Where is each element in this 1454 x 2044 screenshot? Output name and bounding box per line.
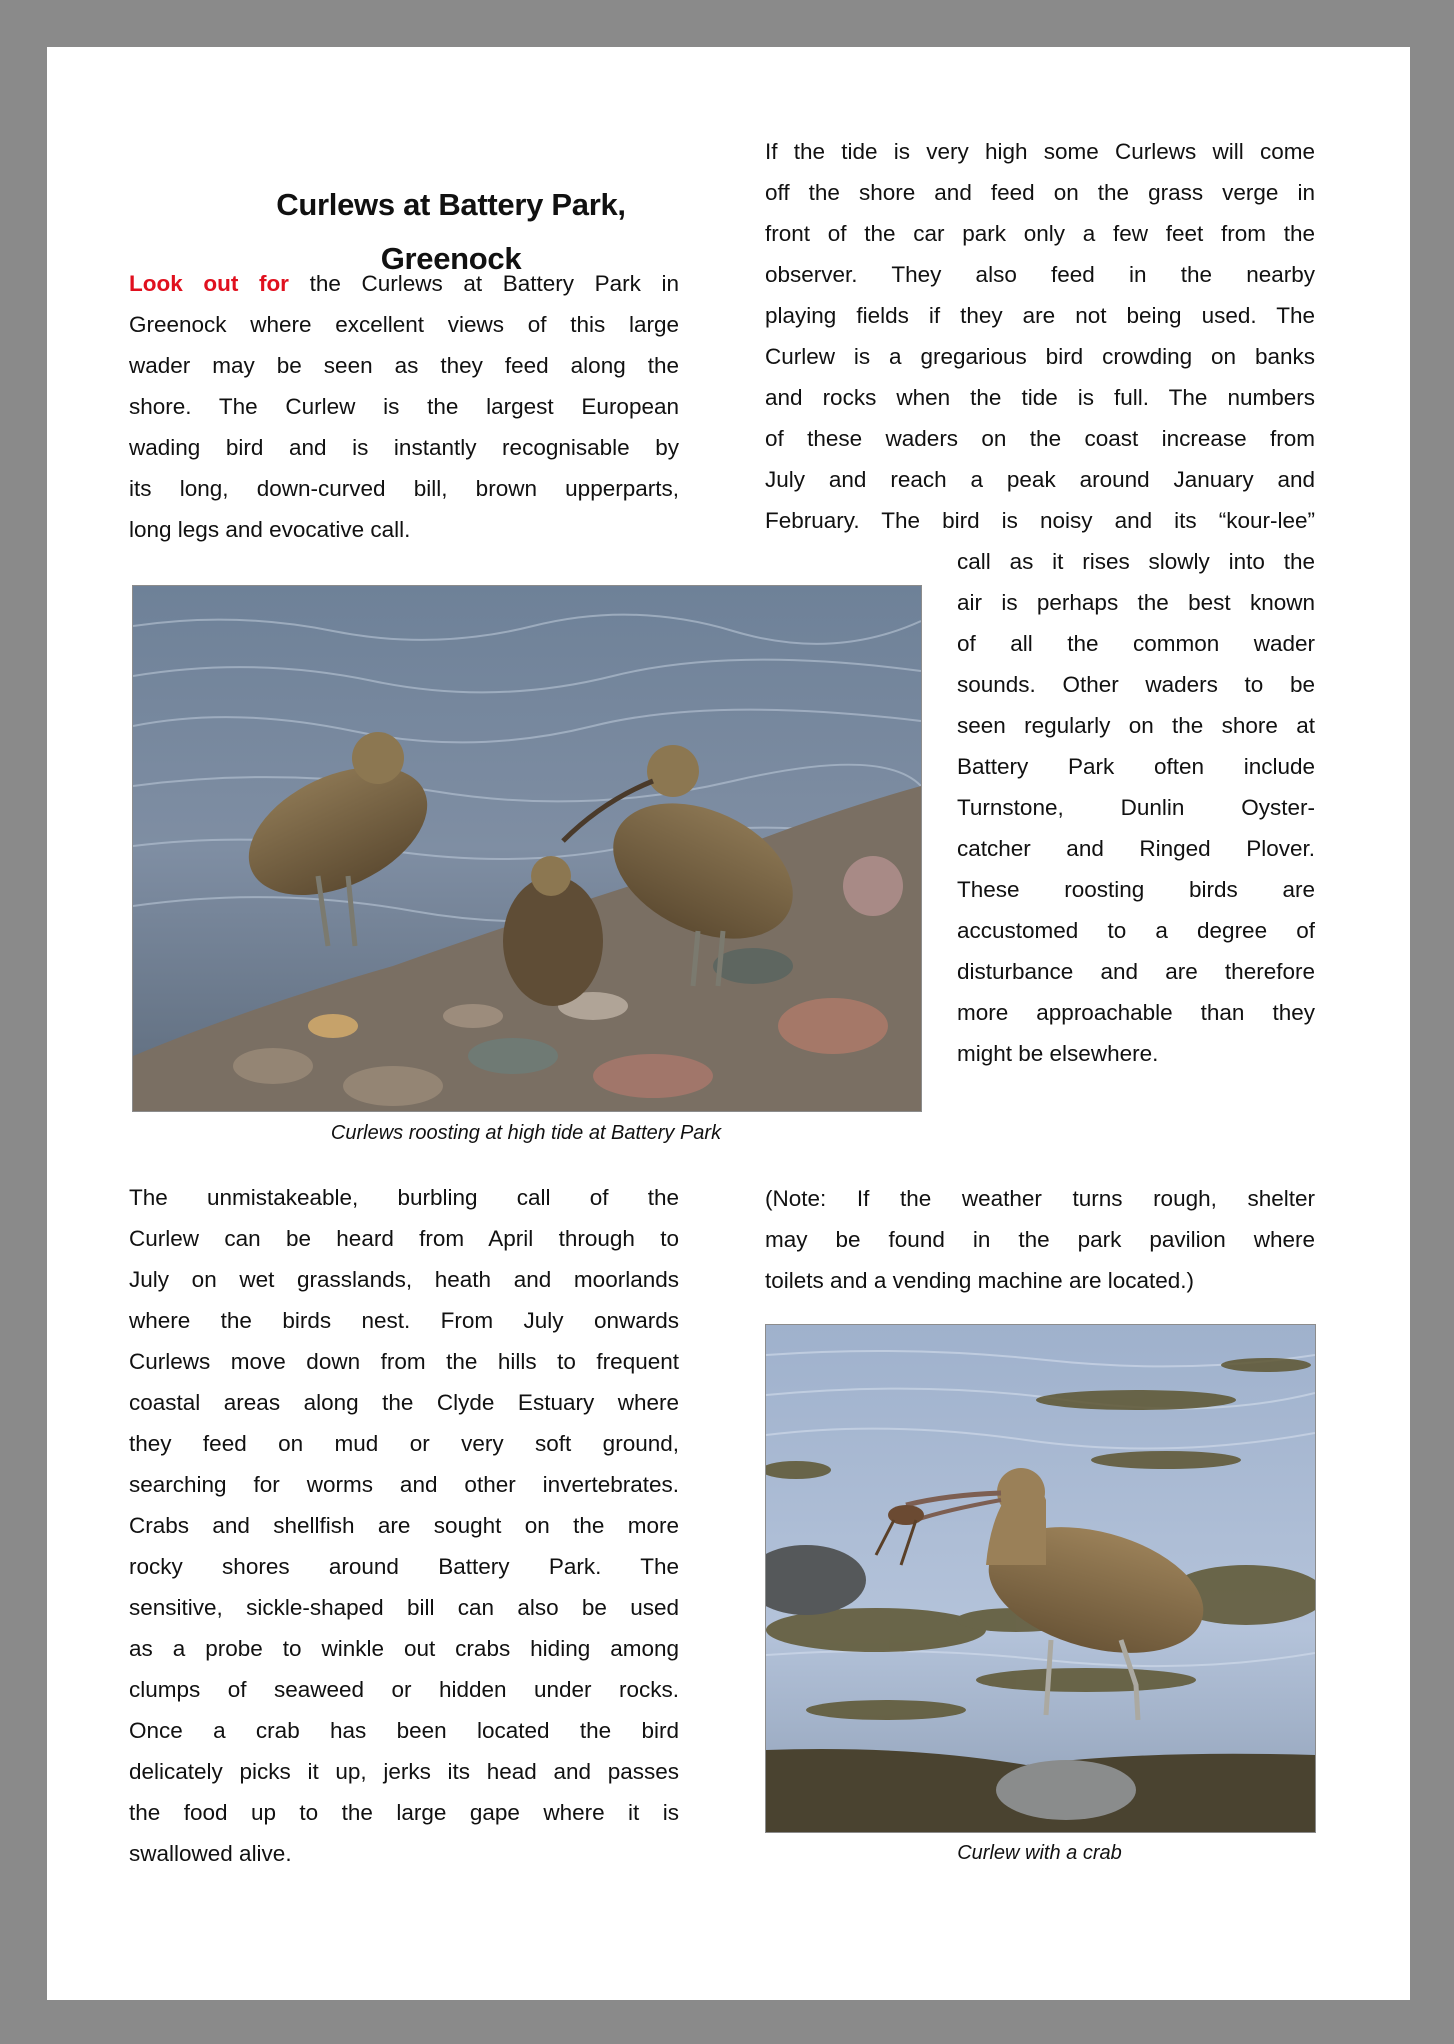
text-line: July and reach a peak around January and <box>765 467 1315 492</box>
text-line: off the shore and feed on the grass verge in <box>765 180 1315 205</box>
tide-paragraph <box>765 131 1315 541</box>
text-line: sensitive, sickle-shaped bill can also be used <box>129 1595 679 1620</box>
text-line: shore. The Curlew is the largest European <box>129 394 679 419</box>
text-line: February. The bird is noisy and its “kour-lee” <box>765 508 1315 533</box>
text-line: Curlews move down from the hills to frequent <box>129 1349 679 1374</box>
text-line: (Note: If the weather turns rough, shelter <box>765 1186 1315 1211</box>
text-line: and rocks when the tide is full. The numbers <box>765 385 1315 410</box>
text-line: front of the car park only a few feet from the <box>765 221 1315 246</box>
text-line: wader may be seen as they feed along the <box>129 353 679 378</box>
text-line: Curlew can be heard from April through to <box>129 1226 679 1251</box>
curlew-with-crab-image <box>766 1325 1315 1832</box>
text-line: as a probe to winkle out crabs hiding among <box>129 1636 679 1661</box>
note-paragraph <box>765 1178 1315 1301</box>
text-line: If the tide is very high some Curlews will come <box>765 139 1315 164</box>
text-line: the food up to the large gape where it is <box>129 1800 679 1825</box>
text-line: sounds. Other waders to be <box>957 672 1315 697</box>
text-line: Turnstone, Dunlin Oyster- <box>957 795 1315 820</box>
text-line: of all the common wader <box>957 631 1315 656</box>
text-line: call as it rises slowly into the <box>957 549 1315 574</box>
text-line: July on wet grasslands, heath and moorlands <box>129 1267 679 1292</box>
text-line: toilets and a vending machine are located.) <box>765 1268 1195 1293</box>
text-line: seen regularly on the shore at <box>957 713 1315 738</box>
text-line: Once a crab has been located the bird <box>129 1718 679 1743</box>
text-line: wading bird and is instantly recognisable by <box>129 435 679 460</box>
text-line: Curlew is a gregarious bird crowding on banks <box>765 344 1315 369</box>
text-line: accustomed to a degree of <box>957 918 1315 943</box>
text-line: playing fields if they are not being used. The <box>765 303 1315 328</box>
text-line: where the birds nest. From July onwards <box>129 1308 679 1333</box>
text-fragment: the Curlews at Battery Park in <box>309 271 679 296</box>
text-line: catcher and Ringed Plover. <box>957 836 1315 861</box>
text-line: clumps of seaweed or hidden under rocks. <box>129 1677 679 1702</box>
tide-paragraph-wrap <box>957 541 1315 1074</box>
text-line: of these waders on the coast increase from <box>765 426 1315 451</box>
text-line: The unmistakeable, burbling call of the <box>129 1185 679 1210</box>
text-line: searching for worms and other invertebrates. <box>129 1472 679 1497</box>
text-line: Greenock where excellent views of this large <box>129 312 679 337</box>
text-line: disturbance and are therefore <box>957 959 1315 984</box>
text-line: more approachable than they <box>957 1000 1315 1025</box>
document-page <box>47 47 1410 2000</box>
text-line: they feed on mud or very soft ground, <box>129 1431 679 1456</box>
curlews-roosting-image <box>133 586 921 1111</box>
text-line: delicately picks it up, jerks its head and passes <box>129 1759 679 1784</box>
text-line: may be found in the park pavilion where <box>765 1227 1315 1252</box>
text-line: coastal areas along the Clyde Estuary where <box>129 1390 679 1415</box>
intro-paragraph <box>129 263 679 550</box>
text-line: Battery Park often include <box>957 754 1315 779</box>
photo2-caption: Curlew with a crab <box>957 1842 1122 1864</box>
text-line <box>129 263 679 304</box>
curlews-roosting-photo <box>132 585 922 1112</box>
text-line: might be elsewhere. <box>957 1041 1159 1066</box>
text-line: air is perhaps the best known <box>957 590 1315 615</box>
text-line: long legs and evocative call. <box>129 517 411 542</box>
text-line: observer. They also feed in the nearby <box>765 262 1315 287</box>
text-line: Crabs and shellfish are sought on the more <box>129 1513 679 1538</box>
text-line: rocky shores around Battery Park. The <box>129 1554 679 1579</box>
look-out-for-highlight: Look out for <box>129 271 289 296</box>
call-paragraph <box>129 1177 679 1874</box>
photo1-caption: Curlews roosting at high tide at Battery Park <box>330 1122 722 1144</box>
text-line: These roosting birds are <box>957 877 1315 902</box>
curlew-with-crab-photo <box>765 1324 1316 1833</box>
text-line: its long, down-curved bill, brown upperparts, <box>129 476 679 501</box>
text-line: swallowed alive. <box>129 1841 292 1866</box>
title-line-1: Curlews at Battery Park, <box>276 187 626 222</box>
title-line-2: Greenock <box>380 241 522 276</box>
